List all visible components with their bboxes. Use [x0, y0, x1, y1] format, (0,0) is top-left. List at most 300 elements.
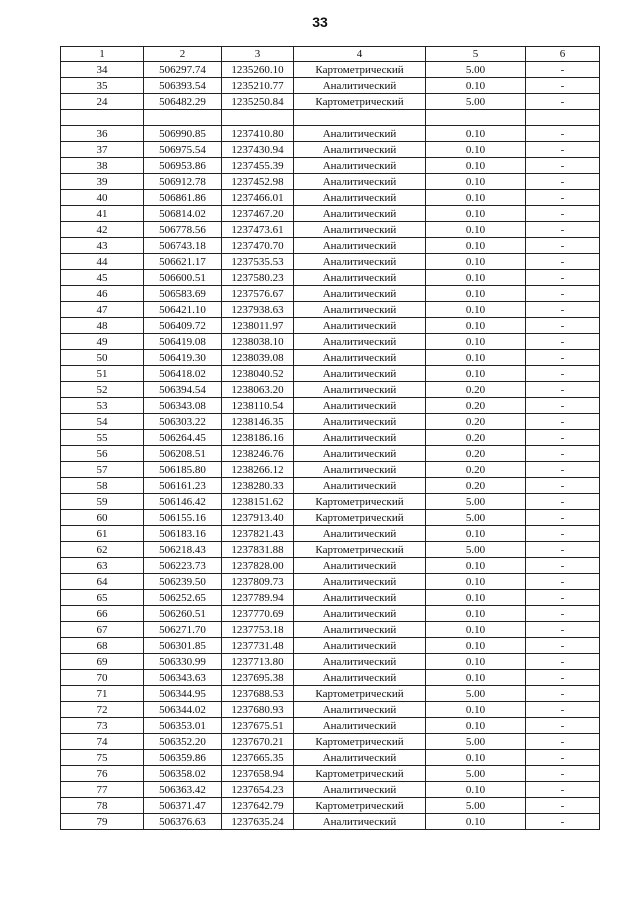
method-cell: Аналитический	[294, 206, 426, 222]
accuracy-cell: 0.10	[426, 814, 526, 830]
x-coordinate-cell: 506303.22	[144, 414, 222, 430]
accuracy-cell: 0.10	[426, 174, 526, 190]
x-coordinate-cell: 506146.42	[144, 494, 222, 510]
method-cell: Аналитический	[294, 398, 426, 414]
method-cell: Аналитический	[294, 350, 426, 366]
method-cell: Аналитический	[294, 478, 426, 494]
method-cell: Аналитический	[294, 302, 426, 318]
accuracy-cell: 0.10	[426, 302, 526, 318]
accuracy-cell: 0.10	[426, 718, 526, 734]
y-coordinate-cell: 1237828.00	[222, 558, 294, 574]
table-row	[61, 254, 600, 270]
x-coordinate-cell: 506743.18	[144, 238, 222, 254]
accuracy-cell: 0.10	[426, 142, 526, 158]
note-cell: -	[526, 190, 600, 206]
point-number-cell: 73	[61, 718, 144, 734]
point-number-cell: 40	[61, 190, 144, 206]
table-row	[61, 798, 600, 814]
note-cell: -	[526, 590, 600, 606]
accuracy-cell	[426, 110, 526, 126]
point-number-cell: 64	[61, 574, 144, 590]
method-cell: Аналитический	[294, 526, 426, 542]
note-cell: -	[526, 302, 600, 318]
y-coordinate-cell: 1237938.63	[222, 302, 294, 318]
y-coordinate-cell: 1237410.80	[222, 126, 294, 142]
x-coordinate-cell: 506393.54	[144, 78, 222, 94]
accuracy-cell: 0.10	[426, 254, 526, 270]
method-cell: Аналитический	[294, 270, 426, 286]
accuracy-cell: 0.10	[426, 574, 526, 590]
x-coordinate-cell: 506861.86	[144, 190, 222, 206]
point-number-cell: 67	[61, 622, 144, 638]
x-coordinate-cell: 506161.23	[144, 478, 222, 494]
note-cell: -	[526, 558, 600, 574]
point-number-cell: 42	[61, 222, 144, 238]
x-coordinate-cell: 506953.86	[144, 158, 222, 174]
note-cell: -	[526, 206, 600, 222]
x-coordinate-cell: 506363.42	[144, 782, 222, 798]
y-coordinate-cell: 1237580.23	[222, 270, 294, 286]
note-cell: -	[526, 78, 600, 94]
method-cell: Картометрический	[294, 766, 426, 782]
x-coordinate-cell: 506155.16	[144, 510, 222, 526]
method-cell: Аналитический	[294, 142, 426, 158]
note-cell	[526, 110, 600, 126]
accuracy-cell: 5.00	[426, 94, 526, 110]
accuracy-cell: 0.10	[426, 190, 526, 206]
header-cell-col3: 3	[222, 47, 294, 62]
y-coordinate-cell: 1237731.48	[222, 638, 294, 654]
accuracy-cell: 0.10	[426, 350, 526, 366]
point-number-cell: 58	[61, 478, 144, 494]
table-row	[61, 302, 600, 318]
note-cell: -	[526, 462, 600, 478]
method-cell: Аналитический	[294, 606, 426, 622]
x-coordinate-cell: 506264.45	[144, 430, 222, 446]
accuracy-cell: 0.10	[426, 158, 526, 174]
method-cell: Аналитический	[294, 638, 426, 654]
y-coordinate-cell: 1238040.52	[222, 366, 294, 382]
table-row	[61, 414, 600, 430]
method-cell: Картометрический	[294, 734, 426, 750]
x-coordinate-cell: 506409.72	[144, 318, 222, 334]
accuracy-cell: 0.20	[426, 398, 526, 414]
x-coordinate-cell: 506353.01	[144, 718, 222, 734]
point-number-cell: 61	[61, 526, 144, 542]
note-cell: -	[526, 494, 600, 510]
note-cell: -	[526, 414, 600, 430]
method-cell: Картометрический	[294, 798, 426, 814]
table-row	[61, 462, 600, 478]
table-row	[61, 222, 600, 238]
table-row	[61, 238, 600, 254]
note-cell: -	[526, 270, 600, 286]
accuracy-cell: 0.10	[426, 750, 526, 766]
point-number-cell: 48	[61, 318, 144, 334]
point-number-cell: 53	[61, 398, 144, 414]
point-number-cell: 60	[61, 510, 144, 526]
method-cell: Аналитический	[294, 254, 426, 270]
table-row	[61, 334, 600, 350]
table-row	[61, 542, 600, 558]
point-number-cell: 43	[61, 238, 144, 254]
note-cell: -	[526, 606, 600, 622]
page-number: 33	[312, 14, 328, 30]
point-number-cell: 36	[61, 126, 144, 142]
table-row	[61, 206, 600, 222]
note-cell: -	[526, 398, 600, 414]
accuracy-cell: 0.10	[426, 78, 526, 94]
table-row	[61, 78, 600, 94]
table-row	[61, 654, 600, 670]
note-cell: -	[526, 526, 600, 542]
point-number-cell: 35	[61, 78, 144, 94]
table-row	[61, 94, 600, 110]
note-cell: -	[526, 62, 600, 78]
note-cell: -	[526, 782, 600, 798]
x-coordinate-cell: 506482.29	[144, 94, 222, 110]
table-row	[61, 526, 600, 542]
method-cell: Аналитический	[294, 174, 426, 190]
point-number-cell: 46	[61, 286, 144, 302]
point-number-cell: 75	[61, 750, 144, 766]
table-row	[61, 142, 600, 158]
note-cell: -	[526, 286, 600, 302]
method-cell: Аналитический	[294, 190, 426, 206]
y-coordinate-cell: 1237535.53	[222, 254, 294, 270]
accuracy-cell: 0.10	[426, 318, 526, 334]
point-number-cell: 69	[61, 654, 144, 670]
note-cell: -	[526, 750, 600, 766]
method-cell: Аналитический	[294, 446, 426, 462]
method-cell: Аналитический	[294, 382, 426, 398]
x-coordinate-cell: 506419.30	[144, 350, 222, 366]
accuracy-cell: 0.10	[426, 126, 526, 142]
note-cell: -	[526, 638, 600, 654]
point-number-cell: 66	[61, 606, 144, 622]
x-coordinate-cell: 506260.51	[144, 606, 222, 622]
table-row	[61, 62, 600, 78]
x-coordinate-cell: 506600.51	[144, 270, 222, 286]
y-coordinate-cell: 1237675.51	[222, 718, 294, 734]
x-coordinate-cell: 506814.02	[144, 206, 222, 222]
method-cell: Аналитический	[294, 702, 426, 718]
method-cell: Картометрический	[294, 510, 426, 526]
method-cell: Картометрический	[294, 494, 426, 510]
point-number-cell: 62	[61, 542, 144, 558]
table-row	[61, 590, 600, 606]
point-number-cell: 51	[61, 366, 144, 382]
point-number-cell: 70	[61, 670, 144, 686]
note-cell: -	[526, 510, 600, 526]
note-cell: -	[526, 670, 600, 686]
note-cell: -	[526, 542, 600, 558]
point-number-cell: 65	[61, 590, 144, 606]
method-cell: Аналитический	[294, 158, 426, 174]
table-row	[61, 190, 600, 206]
method-cell: Аналитический	[294, 590, 426, 606]
header-cell-col4: 4	[294, 47, 426, 62]
point-number-cell: 44	[61, 254, 144, 270]
y-coordinate-cell: 1237913.40	[222, 510, 294, 526]
point-number-cell: 47	[61, 302, 144, 318]
y-coordinate-cell: 1237470.70	[222, 238, 294, 254]
method-cell: Аналитический	[294, 318, 426, 334]
table-row	[61, 398, 600, 414]
accuracy-cell: 0.10	[426, 366, 526, 382]
x-coordinate-cell: 506418.02	[144, 366, 222, 382]
table-row	[61, 446, 600, 462]
method-cell: Аналитический	[294, 414, 426, 430]
table-row	[61, 718, 600, 734]
point-number-cell: 39	[61, 174, 144, 190]
method-cell: Аналитический	[294, 718, 426, 734]
y-coordinate-cell: 1235210.77	[222, 78, 294, 94]
x-coordinate-cell: 506371.47	[144, 798, 222, 814]
x-coordinate-cell: 506376.63	[144, 814, 222, 830]
y-coordinate-cell: 1237809.73	[222, 574, 294, 590]
y-coordinate-cell: 1237753.18	[222, 622, 294, 638]
point-number-cell: 54	[61, 414, 144, 430]
x-coordinate-cell: 506239.50	[144, 574, 222, 590]
x-coordinate-cell: 506421.10	[144, 302, 222, 318]
method-cell: Аналитический	[294, 654, 426, 670]
note-cell: -	[526, 766, 600, 782]
accuracy-cell: 0.10	[426, 670, 526, 686]
accuracy-cell: 0.10	[426, 782, 526, 798]
method-cell: Аналитический	[294, 222, 426, 238]
accuracy-cell: 0.10	[426, 606, 526, 622]
x-coordinate-cell: 506912.78	[144, 174, 222, 190]
accuracy-cell: 5.00	[426, 62, 526, 78]
accuracy-cell: 0.10	[426, 558, 526, 574]
table-row	[61, 350, 600, 366]
table-row	[61, 110, 600, 126]
point-number-cell: 45	[61, 270, 144, 286]
point-number-cell: 38	[61, 158, 144, 174]
accuracy-cell: 5.00	[426, 510, 526, 526]
point-number-cell: 50	[61, 350, 144, 366]
accuracy-cell: 0.20	[426, 414, 526, 430]
y-coordinate-cell: 1237466.01	[222, 190, 294, 206]
note-cell: -	[526, 446, 600, 462]
y-coordinate-cell: 1237467.20	[222, 206, 294, 222]
table-row	[61, 686, 600, 702]
point-number-cell: 57	[61, 462, 144, 478]
y-coordinate-cell: 1237770.69	[222, 606, 294, 622]
header-row	[61, 47, 600, 62]
accuracy-cell: 5.00	[426, 734, 526, 750]
x-coordinate-cell	[144, 110, 222, 126]
accuracy-cell: 0.20	[426, 430, 526, 446]
table-row	[61, 766, 600, 782]
y-coordinate-cell: 1237688.53	[222, 686, 294, 702]
note-cell: -	[526, 382, 600, 398]
header-cell-col2: 2	[144, 47, 222, 62]
note-cell: -	[526, 734, 600, 750]
table-body	[61, 62, 600, 830]
note-cell: -	[526, 366, 600, 382]
y-coordinate-cell: 1238151.62	[222, 494, 294, 510]
y-coordinate-cell: 1235260.10	[222, 62, 294, 78]
method-cell: Аналитический	[294, 126, 426, 142]
table-row	[61, 814, 600, 830]
x-coordinate-cell: 506343.08	[144, 398, 222, 414]
y-coordinate-cell: 1237430.94	[222, 142, 294, 158]
note-cell: -	[526, 622, 600, 638]
x-coordinate-cell: 506359.86	[144, 750, 222, 766]
note-cell: -	[526, 654, 600, 670]
method-cell: Аналитический	[294, 670, 426, 686]
x-coordinate-cell: 506218.43	[144, 542, 222, 558]
note-cell: -	[526, 126, 600, 142]
note-cell: -	[526, 686, 600, 702]
method-cell: Аналитический	[294, 574, 426, 590]
y-coordinate-cell: 1238063.20	[222, 382, 294, 398]
y-coordinate-cell: 1238246.76	[222, 446, 294, 462]
x-coordinate-cell: 506352.20	[144, 734, 222, 750]
table-row	[61, 606, 600, 622]
header-cell-col5: 5	[426, 47, 526, 62]
y-coordinate-cell: 1238110.54	[222, 398, 294, 414]
method-cell: Аналитический	[294, 430, 426, 446]
point-number-cell: 71	[61, 686, 144, 702]
x-coordinate-cell: 506583.69	[144, 286, 222, 302]
y-coordinate-cell	[222, 110, 294, 126]
method-cell: Аналитический	[294, 782, 426, 798]
table-row	[61, 622, 600, 638]
point-number-cell: 55	[61, 430, 144, 446]
note-cell: -	[526, 142, 600, 158]
accuracy-cell: 0.10	[426, 222, 526, 238]
point-number-cell: 68	[61, 638, 144, 654]
accuracy-cell: 0.10	[426, 590, 526, 606]
table-row	[61, 270, 600, 286]
accuracy-cell: 0.20	[426, 462, 526, 478]
table-row	[61, 158, 600, 174]
method-cell: Аналитический	[294, 78, 426, 94]
x-coordinate-cell: 506344.95	[144, 686, 222, 702]
y-coordinate-cell: 1238039.08	[222, 350, 294, 366]
y-coordinate-cell: 1238038.10	[222, 334, 294, 350]
y-coordinate-cell: 1237455.39	[222, 158, 294, 174]
x-coordinate-cell: 506394.54	[144, 382, 222, 398]
table-row	[61, 366, 600, 382]
header-cell-col6: 6	[526, 47, 600, 62]
method-cell: Аналитический	[294, 750, 426, 766]
method-cell: Аналитический	[294, 814, 426, 830]
x-coordinate-cell: 506208.51	[144, 446, 222, 462]
note-cell: -	[526, 254, 600, 270]
x-coordinate-cell: 506990.85	[144, 126, 222, 142]
y-coordinate-cell: 1238280.33	[222, 478, 294, 494]
table-row	[61, 494, 600, 510]
accuracy-cell: 0.10	[426, 638, 526, 654]
y-coordinate-cell: 1235250.84	[222, 94, 294, 110]
point-number-cell: 78	[61, 798, 144, 814]
x-coordinate-cell: 506358.02	[144, 766, 222, 782]
note-cell: -	[526, 222, 600, 238]
point-number-cell: 34	[61, 62, 144, 78]
x-coordinate-cell: 506185.80	[144, 462, 222, 478]
table-row	[61, 174, 600, 190]
x-coordinate-cell: 506252.65	[144, 590, 222, 606]
point-number-cell: 74	[61, 734, 144, 750]
accuracy-cell: 0.10	[426, 654, 526, 670]
note-cell: -	[526, 94, 600, 110]
accuracy-cell: 5.00	[426, 766, 526, 782]
y-coordinate-cell: 1237695.38	[222, 670, 294, 686]
method-cell	[294, 110, 426, 126]
table-row	[61, 382, 600, 398]
x-coordinate-cell: 506975.54	[144, 142, 222, 158]
coordinates-table	[60, 46, 600, 830]
method-cell: Картометрический	[294, 62, 426, 78]
point-number-cell: 72	[61, 702, 144, 718]
note-cell: -	[526, 814, 600, 830]
point-number-cell: 49	[61, 334, 144, 350]
method-cell: Аналитический	[294, 334, 426, 350]
table-header	[61, 47, 600, 62]
accuracy-cell: 0.10	[426, 286, 526, 302]
x-coordinate-cell: 506223.73	[144, 558, 222, 574]
accuracy-cell: 0.10	[426, 526, 526, 542]
table-row	[61, 126, 600, 142]
point-number-cell: 79	[61, 814, 144, 830]
note-cell: -	[526, 158, 600, 174]
accuracy-cell: 0.10	[426, 270, 526, 286]
y-coordinate-cell: 1237576.67	[222, 286, 294, 302]
y-coordinate-cell: 1237831.88	[222, 542, 294, 558]
point-number-cell: 59	[61, 494, 144, 510]
table-row	[61, 702, 600, 718]
table-row	[61, 734, 600, 750]
table-row	[61, 286, 600, 302]
accuracy-cell: 0.10	[426, 622, 526, 638]
note-cell: -	[526, 718, 600, 734]
y-coordinate-cell: 1237473.61	[222, 222, 294, 238]
point-number-cell: 37	[61, 142, 144, 158]
method-cell: Картометрический	[294, 542, 426, 558]
table-row	[61, 670, 600, 686]
method-cell: Аналитический	[294, 238, 426, 254]
note-cell: -	[526, 350, 600, 366]
method-cell: Картометрический	[294, 94, 426, 110]
y-coordinate-cell: 1237680.93	[222, 702, 294, 718]
note-cell: -	[526, 318, 600, 334]
accuracy-cell: 5.00	[426, 494, 526, 510]
x-coordinate-cell: 506778.56	[144, 222, 222, 238]
point-number-cell: 76	[61, 766, 144, 782]
note-cell: -	[526, 574, 600, 590]
accuracy-cell: 0.20	[426, 382, 526, 398]
x-coordinate-cell: 506344.02	[144, 702, 222, 718]
point-number-cell: 63	[61, 558, 144, 574]
note-cell: -	[526, 430, 600, 446]
point-number-cell: 41	[61, 206, 144, 222]
x-coordinate-cell: 506297.74	[144, 62, 222, 78]
accuracy-cell: 0.10	[426, 702, 526, 718]
y-coordinate-cell: 1237665.35	[222, 750, 294, 766]
y-coordinate-cell: 1237654.23	[222, 782, 294, 798]
table-row	[61, 558, 600, 574]
table-row	[61, 510, 600, 526]
y-coordinate-cell: 1238146.35	[222, 414, 294, 430]
y-coordinate-cell: 1238266.12	[222, 462, 294, 478]
x-coordinate-cell: 506183.16	[144, 526, 222, 542]
table-row	[61, 574, 600, 590]
note-cell: -	[526, 478, 600, 494]
